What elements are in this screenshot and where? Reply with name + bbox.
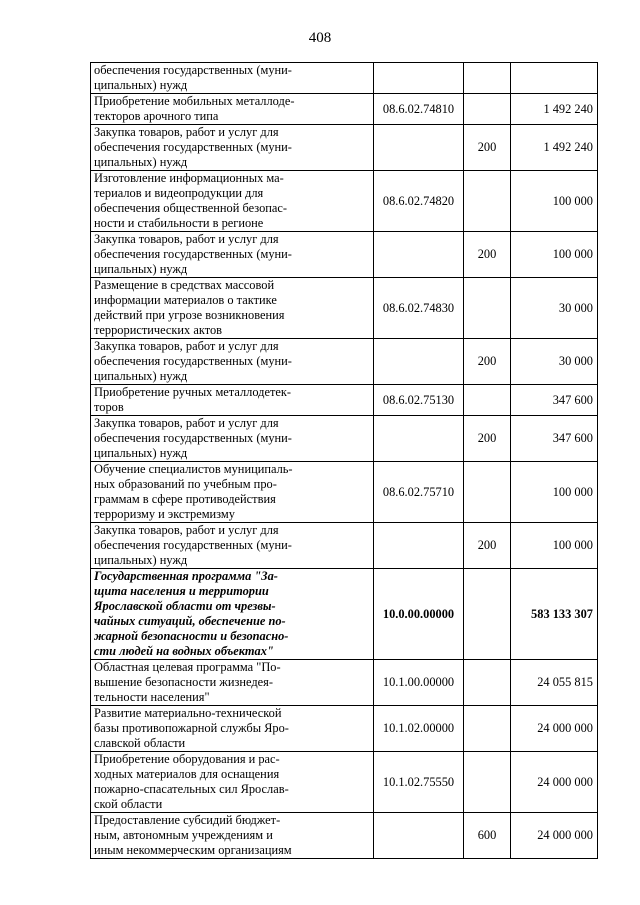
amount-text: 1 492 240: [543, 140, 593, 154]
expense-name-cell: [91, 569, 374, 660]
amount-text: 24 055 815: [537, 675, 593, 689]
expense-type-cell: [464, 706, 511, 752]
expense-name-cell: [91, 171, 374, 232]
table-row: [91, 94, 598, 125]
table-row: [91, 385, 598, 416]
table-row: [91, 706, 598, 752]
expense-name-text: Обучение специалистов муниципаль- ных образований по учебным про- граммам в сфере противодействия терроризму и экстремизму: [94, 462, 293, 521]
amount-cell: [511, 63, 598, 94]
amount-text: 24 000 000: [537, 828, 593, 842]
expense-type-text: 200: [477, 431, 497, 445]
target-article-code-cell: [374, 416, 464, 462]
expense-name-text: Предоставление субсидий бюджет- ным, автономным учреждениям и иным некоммерческим организациям: [94, 813, 292, 857]
table-row: [91, 416, 598, 462]
expense-type-cell: [464, 752, 511, 813]
table-row: [91, 63, 598, 94]
expense-type-cell: [464, 462, 511, 523]
target-article-code-cell: [374, 660, 464, 706]
amount-cell: [511, 706, 598, 752]
expense-name-text: Государственная программа "За- щита населения и территории Ярославской области от чрезвы- чайных ситуаций, обеспечение по- жарной безопасности и безопасно- сти людей на водных объектах": [94, 569, 289, 658]
amount-cell: [511, 569, 598, 660]
expense-name-cell: [91, 706, 374, 752]
target-article-code-cell: [374, 278, 464, 339]
target-article-code-cell: [374, 125, 464, 171]
amount-text: 30 000: [558, 300, 593, 315]
expense-type-text: 200: [477, 140, 497, 154]
expense-type-cell: [464, 569, 511, 660]
expense-name-cell: [91, 339, 374, 385]
table-row: [91, 752, 598, 813]
expense-name-cell: [91, 462, 374, 523]
expense-name-text: Приобретение оборудования и рас- ходных материалов для оснащения пожарно-спасательных сил Ярослав- ской области: [94, 752, 289, 811]
amount-text: 583 133 307: [531, 606, 593, 621]
page-number: 408: [308, 30, 332, 46]
expense-name-text: Изготовление информационных ма- териалов и видеопродукции для обеспечения общественной безопас- ности и стабильности в регионе: [94, 171, 288, 230]
target-article-code-text: 10.1.00.00000: [382, 675, 455, 689]
expense-name-text: Закупка товаров, работ и услуг для обеспечения государственных (муни- ципальных) нужд: [94, 416, 292, 460]
expense-type-cell: [464, 660, 511, 706]
expense-name-text: обеспечения государственных (муни- ципальных) нужд: [94, 63, 292, 92]
table-row: [91, 660, 598, 706]
expense-name-cell: [91, 125, 374, 171]
target-article-code-text: 08.6.02.74810: [382, 101, 455, 116]
amount-cell: [511, 416, 598, 462]
amount-cell: [511, 523, 598, 569]
target-article-code-cell: [374, 339, 464, 385]
expense-name-cell: [91, 523, 374, 569]
target-article-code-cell: [374, 63, 464, 94]
budget-table-body: [91, 63, 598, 859]
target-article-code-cell: [374, 94, 464, 125]
amount-text: 100 000: [552, 538, 593, 552]
table-row: [91, 462, 598, 523]
expense-name-cell: [91, 94, 374, 125]
target-article-code-cell: [374, 813, 464, 859]
budget-table: [90, 62, 598, 859]
expense-name-cell: [91, 752, 374, 813]
amount-cell: [511, 125, 598, 171]
target-article-code-cell: [374, 171, 464, 232]
amount-cell: [511, 278, 598, 339]
target-article-code-text: 10.1.02.00000: [382, 721, 455, 735]
expense-type-cell: [464, 278, 511, 339]
expense-name-text: Областная целевая программа "По- вышение безопасности жизнедея- тельности населения": [94, 660, 281, 704]
expense-name-text: Приобретение ручных металлодетек- торов: [94, 385, 292, 414]
amount-text: 100 000: [552, 484, 593, 499]
amount-text: 100 000: [552, 247, 593, 261]
amount-text: 347 600: [552, 431, 593, 445]
expense-type-cell: [464, 94, 511, 125]
amount-cell: [511, 171, 598, 232]
table-row: [91, 339, 598, 385]
amount-cell: [511, 385, 598, 416]
amount-cell: [511, 462, 598, 523]
expense-name-text: Приобретение мобильных металлоде- текторов арочного типа: [94, 94, 295, 123]
target-article-code-text: 08.6.02.75710: [382, 484, 455, 499]
amount-cell: [511, 94, 598, 125]
expense-name-text: Размещение в средствах массовой информации материалов о тактике действий при угрозе возникновения террористических актов: [94, 278, 285, 337]
expense-type-cell: [464, 523, 511, 569]
amount-text: 100 000: [552, 193, 593, 208]
table-row: [91, 523, 598, 569]
expense-name-cell: [91, 813, 374, 859]
expense-type-text: 200: [477, 538, 497, 552]
expense-name-text: Закупка товаров, работ и услуг для обеспечения государственных (муни- ципальных) нужд: [94, 523, 292, 567]
expense-type-text: 200: [477, 354, 497, 368]
expense-name-text: Закупка товаров, работ и услуг для обеспечения государственных (муни- ципальных) нужд: [94, 339, 292, 383]
program-row: [91, 569, 598, 660]
expense-type-cell: [464, 339, 511, 385]
expense-type-text: 600: [477, 828, 497, 842]
target-article-code-cell: [374, 232, 464, 278]
amount-cell: [511, 813, 598, 859]
table-row: [91, 813, 598, 859]
amount-text: 24 000 000: [537, 721, 593, 735]
expense-name-cell: [91, 660, 374, 706]
expense-name-text: Развитие материально-технической базы противопожарной службы Яро- славской области: [94, 706, 289, 750]
target-article-code-cell: [374, 706, 464, 752]
amount-text: 347 600: [552, 392, 593, 407]
expense-type-cell: [464, 416, 511, 462]
expense-name-cell: [91, 232, 374, 278]
table-row: [91, 278, 598, 339]
target-article-code-text: 10.0.00.00000: [382, 606, 455, 621]
target-article-code-cell: [374, 385, 464, 416]
table-row: [91, 125, 598, 171]
amount-cell: [511, 339, 598, 385]
expense-type-cell: [464, 232, 511, 278]
target-article-code-text: 10.1.02.75550: [382, 774, 455, 789]
expense-type-cell: [464, 171, 511, 232]
table-row: [91, 232, 598, 278]
expense-type-text: 200: [477, 247, 497, 261]
amount-cell: [511, 232, 598, 278]
target-article-code-cell: [374, 752, 464, 813]
target-article-code-text: 08.6.02.75130: [382, 392, 455, 407]
target-article-code-text: 08.6.02.74820: [382, 193, 455, 208]
expense-name-cell: [91, 416, 374, 462]
amount-text: 1 492 240: [543, 101, 593, 116]
expense-name-text: Закупка товаров, работ и услуг для обеспечения государственных (муни- ципальных) нужд: [94, 232, 292, 276]
expense-type-cell: [464, 63, 511, 94]
target-article-code-cell: [374, 523, 464, 569]
target-article-code-text: 08.6.02.74830: [382, 300, 455, 315]
expense-type-cell: [464, 813, 511, 859]
amount-text: 24 000 000: [537, 774, 593, 789]
expense-name-cell: [91, 385, 374, 416]
table-row: [91, 171, 598, 232]
amount-cell: [511, 752, 598, 813]
amount-cell: [511, 660, 598, 706]
target-article-code-cell: [374, 462, 464, 523]
target-article-code-cell: [374, 569, 464, 660]
expense-type-cell: [464, 125, 511, 171]
amount-text: 30 000: [558, 354, 593, 368]
expense-name-cell: [91, 278, 374, 339]
expense-name-text: Закупка товаров, работ и услуг для обеспечения государственных (муни- ципальных) нужд: [94, 125, 292, 169]
expense-type-cell: [464, 385, 511, 416]
expense-name-cell: [91, 63, 374, 94]
